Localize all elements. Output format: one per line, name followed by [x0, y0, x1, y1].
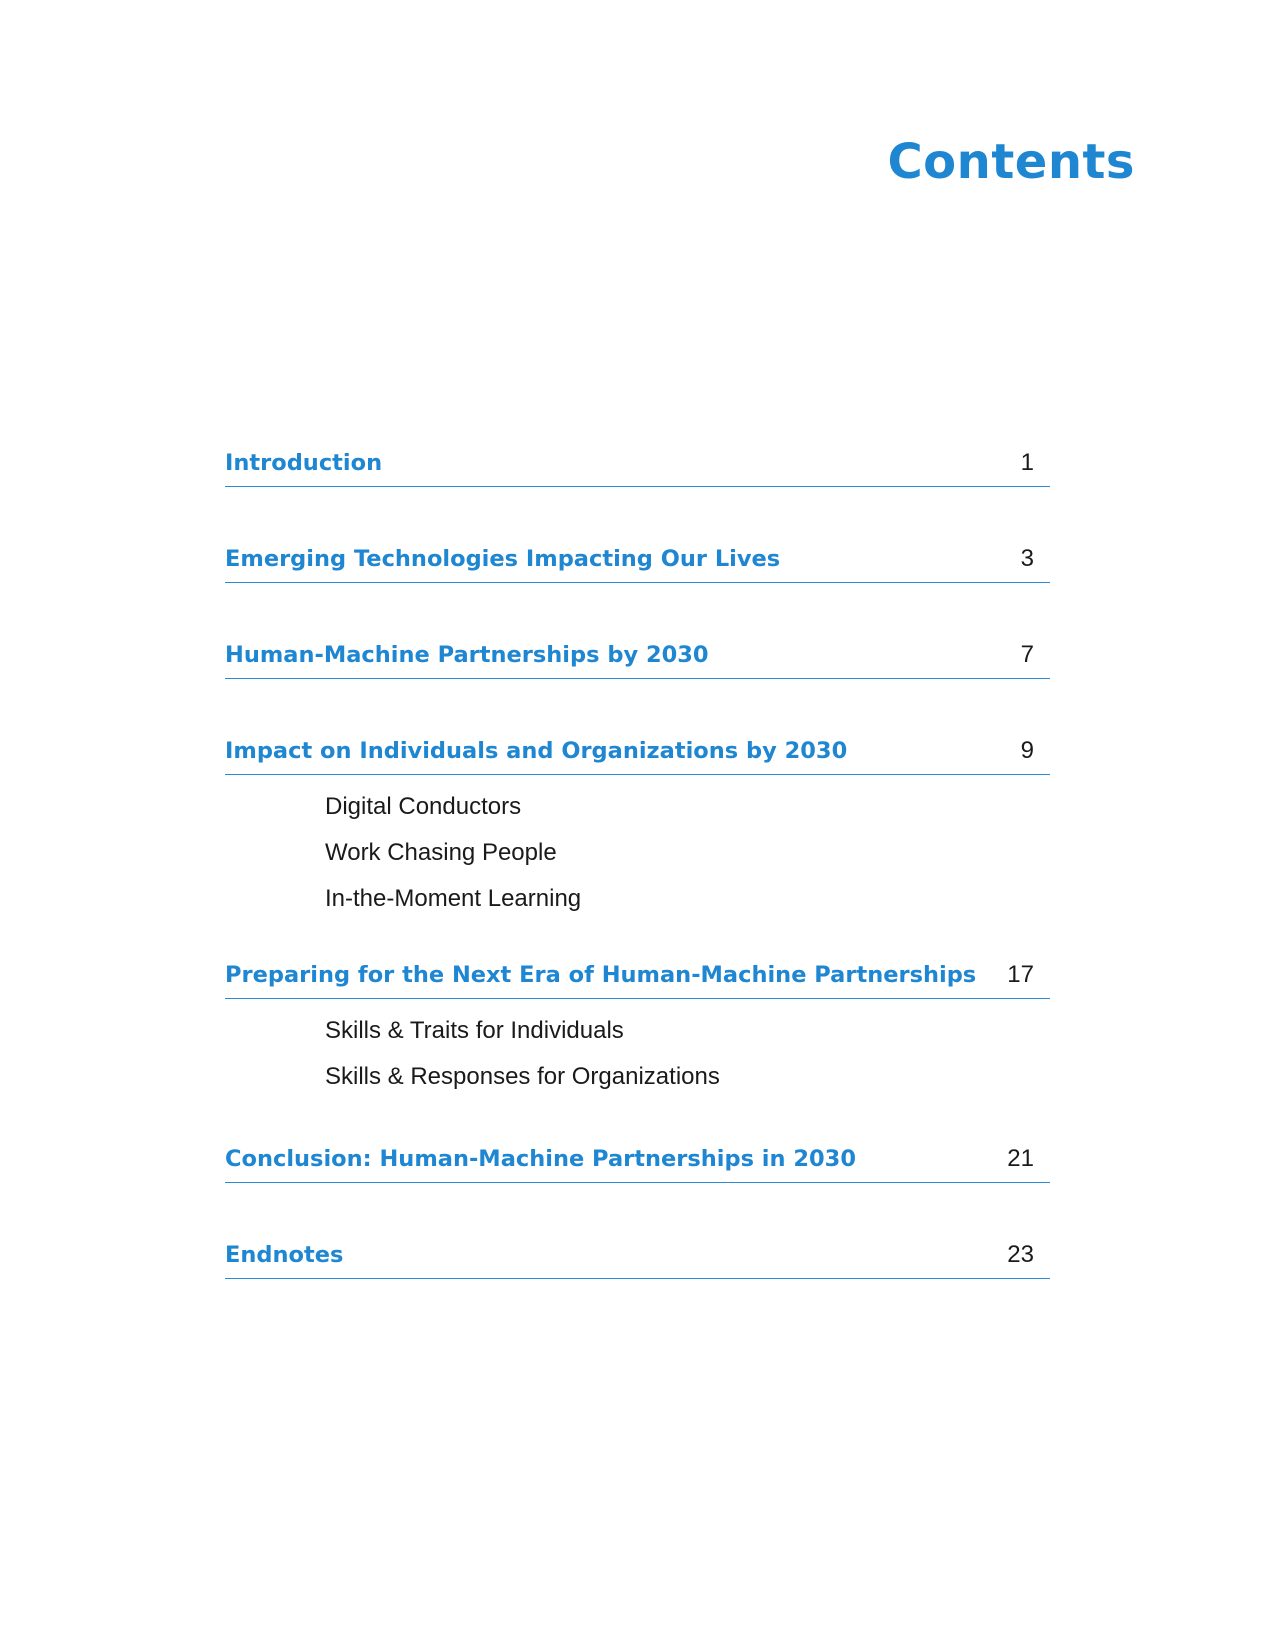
toc-entry-emerging-technologies[interactable]: [225, 541, 1050, 583]
toc-subsection-work-chasing-people[interactable]: Work Chasing People: [325, 839, 557, 866]
toc-entry-page-number: 17: [1007, 961, 1034, 988]
toc-entry-title: Human-Machine Partnerships by 2030: [225, 642, 709, 668]
toc-entry-title: Endnotes: [225, 1242, 344, 1268]
toc-entry-title: Preparing for the Next Era of Human-Machine Partnerships: [225, 962, 977, 988]
toc-entry-page-number: 21: [1007, 1145, 1034, 1172]
toc-entry-page-number: 9: [1020, 737, 1034, 764]
toc-entry-title: Conclusion: Human-Machine Partnerships in 2030: [225, 1146, 856, 1172]
toc-entry-impact-on-individuals[interactable]: [225, 733, 1050, 775]
toc-entry-page-number: 1: [1020, 449, 1034, 476]
toc-entry-page-number: 23: [1007, 1241, 1034, 1268]
toc-entry-human-machine-partnerships[interactable]: [225, 637, 1050, 679]
toc-entry-conclusion[interactable]: [225, 1141, 1050, 1183]
toc-entry-page-number: 7: [1020, 641, 1034, 668]
toc-subsection-list: [225, 775, 1050, 931]
toc-subsection-skills-traits-individuals[interactable]: Skills & Traits for Individuals: [325, 1017, 624, 1044]
table-of-contents: [225, 445, 1050, 1279]
page-title: Contents: [887, 134, 1135, 190]
toc-subsection-skills-responses-organizations[interactable]: Skills & Responses for Organizations: [325, 1063, 720, 1090]
toc-entry-introduction[interactable]: [225, 445, 1050, 487]
toc-subsection-in-the-moment-learning[interactable]: In-the-Moment Learning: [325, 885, 582, 912]
toc-subsection-list: [225, 999, 1050, 1109]
toc-entry-preparing-next-era[interactable]: [225, 957, 1050, 999]
toc-entry-title: Impact on Individuals and Organizations by 2030: [225, 738, 848, 764]
toc-entry-title: Emerging Technologies Impacting Our Lives: [225, 546, 781, 572]
toc-entry-page-number: 3: [1020, 545, 1034, 572]
toc-subsection-digital-conductors[interactable]: Digital Conductors: [325, 793, 522, 820]
toc-entry-endnotes[interactable]: [225, 1237, 1050, 1279]
toc-entry-title: Introduction: [225, 450, 383, 476]
